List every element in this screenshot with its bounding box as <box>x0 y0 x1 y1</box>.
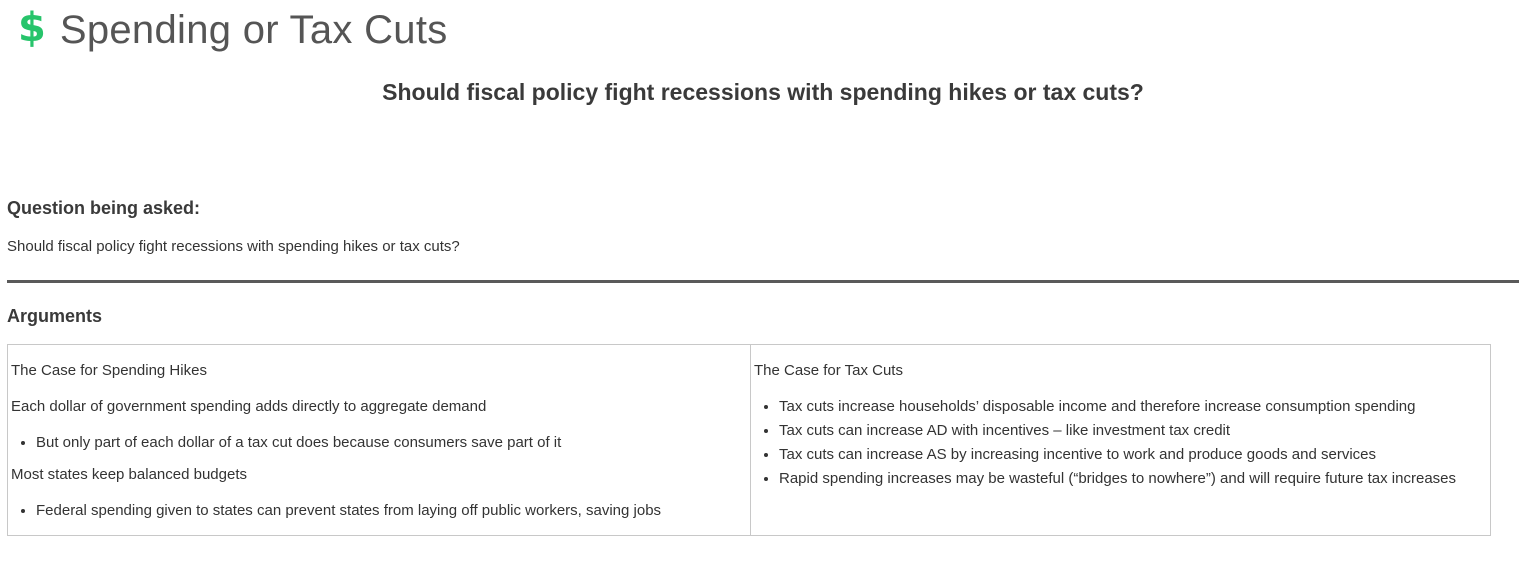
list-item: • Federal spending given to states can prevent states from laying off public workers, saving jobs <box>36 501 747 521</box>
question-text: Should fiscal policy fight recessions with spending hikes or tax cuts? <box>7 238 460 255</box>
list-item: • Tax cuts can increase AD with incentives – like investment tax credit <box>779 421 1487 441</box>
arguments-heading: Arguments <box>7 306 103 326</box>
spending-argument-2: Most states keep balanced budgets <box>11 466 247 483</box>
spending-bullets-1 <box>11 433 747 453</box>
list-item: • But only part of each dollar of a tax cut does because consumers save part of it <box>36 433 747 453</box>
section-divider <box>7 280 1519 283</box>
tax-cuts-bullets <box>754 397 1487 489</box>
question-heading: Question being asked: <box>7 198 201 218</box>
tax-cuts-cell <box>751 345 1491 536</box>
table-row <box>8 345 1491 536</box>
spending-hikes-title: The Case for Spending Hikes <box>11 362 207 379</box>
page-title: Spending or Tax Cuts <box>59 8 448 52</box>
list-item: • Rapid spending increases may be wasteful (“bridges to nowhere”) and will require future tax increases <box>779 469 1487 489</box>
title-row <box>18 4 448 56</box>
list-item: • Tax cuts can increase AS by increasing incentive to work and produce goods and services <box>779 445 1487 465</box>
page-subtitle: Should fiscal policy fight recessions with spending hikes or tax cuts? <box>382 79 1144 105</box>
spending-bullets-2 <box>11 501 747 521</box>
tax-cuts-title: The Case for Tax Cuts <box>754 362 903 379</box>
spending-hikes-cell <box>8 345 751 536</box>
dollar-icon: $ <box>18 5 46 51</box>
spending-argument-1: Each dollar of government spending adds directly to aggregate demand <box>11 398 487 415</box>
arguments-table <box>7 344 1491 536</box>
list-item: • Tax cuts increase households’ disposable income and therefore increase consumption spending <box>779 397 1487 417</box>
